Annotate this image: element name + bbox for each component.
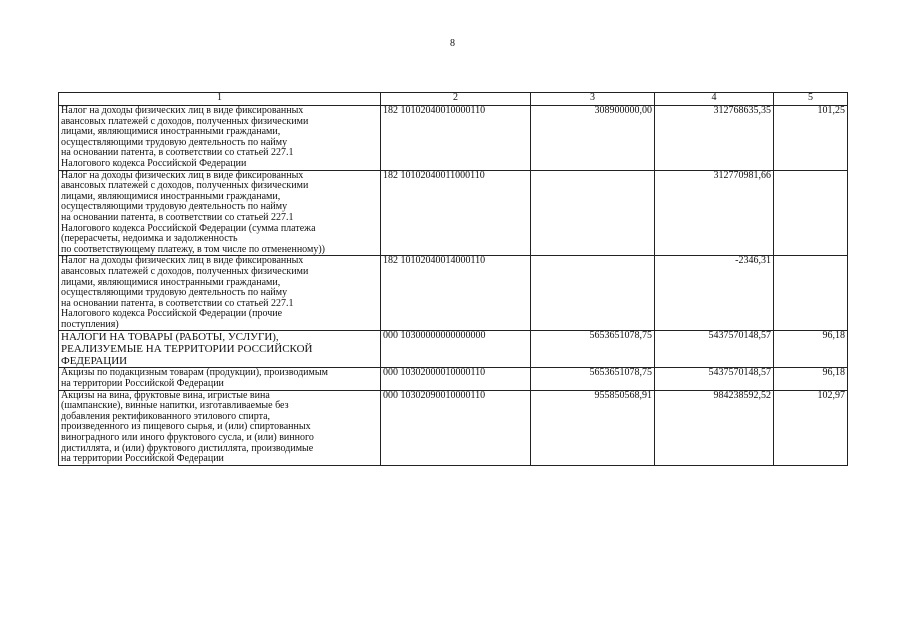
row-name: Акцизы по подакцизным товарам (продукции), производимым на территории Российской Федерации	[59, 368, 381, 390]
row-fact-value: 312768635,35	[655, 106, 774, 171]
budget-table-body	[59, 93, 848, 466]
table-row	[59, 331, 848, 368]
row-percent: 96,18	[774, 331, 848, 368]
row-fact-value: 5437570148,57	[655, 331, 774, 368]
row-percent: 101,25	[774, 106, 848, 171]
row-code: 000 10300000000000000	[381, 331, 531, 368]
row-code: 000 10302090010000110	[381, 390, 531, 465]
row-name: Акцизы на вина, фруктовые вина, игристые вина (шампанские), винные напитки, изготавливаемые без добавления ректификованного этилового спирта, произведенного из пищевого сырья, и (или) спиртованных виноградного или иного фруктового сусла, и (или) винного дистиллята, и (или) фруктового дистиллята, производимые на территории Российской Федерации	[59, 390, 381, 465]
table-row	[59, 170, 848, 256]
row-fact-value: -2346,31	[655, 256, 774, 331]
table-row	[59, 106, 848, 171]
row-percent	[774, 256, 848, 331]
row-name: НАЛОГИ НА ТОВАРЫ (РАБОТЫ, УСЛУГИ), РЕАЛИЗУЕМЫЕ НА ТЕРРИТОРИИ РОССИЙСКОЙ ФЕДЕРАЦИИ	[59, 331, 381, 368]
row-name: Налог на доходы физических лиц в виде фиксированных авансовых платежей с доходов, полученных физическими лицами, являющимися иностранными гражданами, осуществляющими трудовую деятельность по найму на основании патента, в соответствии со статьей 227.1 Налогового кодекса Российской Федерации (прочие поступления)	[59, 256, 381, 331]
row-fact-value: 984238592,52	[655, 390, 774, 465]
row-code: 000 10302000010000110	[381, 368, 531, 390]
row-fact-value: 5437570148,57	[655, 368, 774, 390]
header-col-4: 4	[655, 93, 774, 106]
row-percent	[774, 170, 848, 256]
row-plan-value	[531, 170, 655, 256]
table-row	[59, 256, 848, 331]
row-code: 182 10102040011000110	[381, 170, 531, 256]
header-row	[59, 93, 848, 106]
table-row	[59, 368, 848, 390]
page-number: 8	[450, 38, 455, 49]
row-fact-value: 312770981,66	[655, 170, 774, 256]
row-name: Налог на доходы физических лиц в виде фиксированных авансовых платежей с доходов, полученных физическими лицами, являющимися иностранными гражданами, осуществляющими трудовую деятельность по найму на основании патента, в соответствии со статьей 227.1 Налогового кодекса Российской Федерации (сумма платежа (перерасчеты, недоимка и задолженность по соответствующему платежу, в том числе по отмененному))	[59, 170, 381, 256]
table-row	[59, 390, 848, 465]
row-percent: 102,97	[774, 390, 848, 465]
row-name: Налог на доходы физических лиц в виде фиксированных авансовых платежей с доходов, полученных физическими лицами, являющимися иностранными гражданами, осуществляющими трудовую деятельность по найму на основании патента, в соответствии со статьей 227.1 Налогового кодекса Российской Федерации	[59, 106, 381, 171]
header-col-5: 5	[774, 93, 848, 106]
header-col-2: 2	[381, 93, 531, 106]
row-plan-value: 5653651078,75	[531, 331, 655, 368]
row-code: 182 10102040014000110	[381, 256, 531, 331]
header-col-1: 1	[59, 93, 381, 106]
row-plan-value: 5653651078,75	[531, 368, 655, 390]
budget-table	[58, 92, 848, 466]
row-code: 182 10102040010000110	[381, 106, 531, 171]
row-percent: 96,18	[774, 368, 848, 390]
row-plan-value	[531, 256, 655, 331]
row-plan-value: 955850568,91	[531, 390, 655, 465]
header-col-3: 3	[531, 93, 655, 106]
row-plan-value: 308900000,00	[531, 106, 655, 171]
